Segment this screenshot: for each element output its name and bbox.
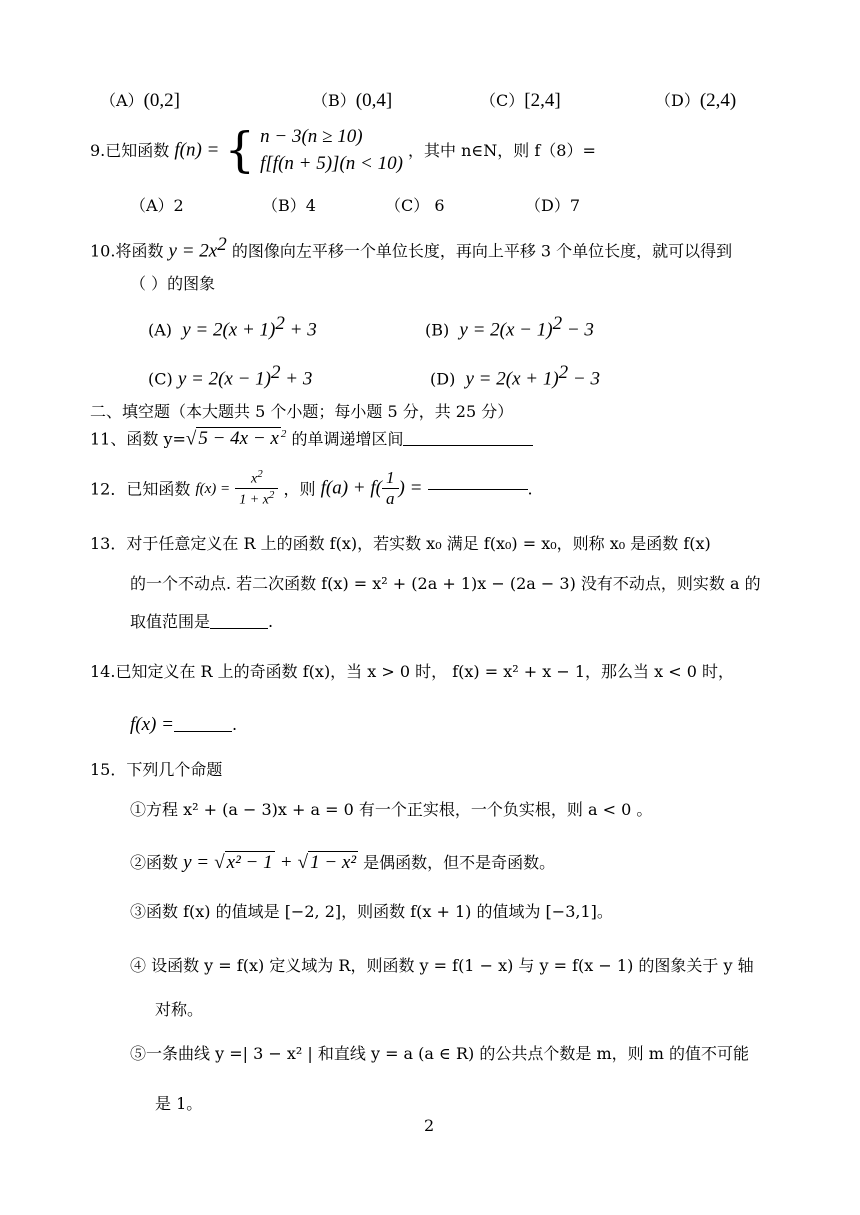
q8-option-b-value: (0,4] xyxy=(355,90,393,111)
q10-option-a-label: (A) xyxy=(148,320,173,340)
q10-option-b-tail: − 3 xyxy=(562,319,594,341)
q15-item-2 xyxy=(130,852,555,875)
q15-title: 15．下列几个命题 xyxy=(90,760,223,779)
q10-option-b xyxy=(425,313,594,342)
q9-suffix: ，其中 n∈N，则 f（8）= xyxy=(408,141,596,161)
q11-answer-blank xyxy=(403,444,533,446)
q11-suffix: 的单调递增区间 xyxy=(291,429,404,449)
q10-line1-b: 的图像向左平移一个单位长度，再向上平移 3 个单位长度，就可以得到 xyxy=(231,241,733,261)
q10-option-c-expr: y = 2(x − 1) xyxy=(177,368,271,390)
q9-option-c: （C） 6 xyxy=(385,196,445,215)
q9-prefix: 9.已知函数 xyxy=(90,141,170,161)
q8-option-d-value: (2,4) xyxy=(699,90,737,111)
q10-function: y = 2x xyxy=(168,240,218,262)
q10-option-c-tail: + 3 xyxy=(280,368,313,390)
q12-mid: ，则 xyxy=(283,479,316,499)
q8-option-c-value: [2,4] xyxy=(524,90,561,111)
q15-item-5-line-1: ⑤一条曲线 y =| 3 − x² | 和直线 y = a (a ∈ R) 的公共点个数是 m，则 m 的值不可能 xyxy=(130,1044,749,1063)
q10-option-c-label: (C) xyxy=(148,369,173,389)
q10-option-c-exp: 2 xyxy=(271,362,281,383)
q14-line-2 xyxy=(130,714,237,737)
q15-item-2-radicand-1: x² − 1 xyxy=(226,852,273,873)
q12-tail: . xyxy=(527,479,533,499)
q8-option-b xyxy=(312,90,392,113)
q15-item-1: ①方程 x² + (a − 3)x + a = 0 有一个正实根，一个负实根，则 a < 0 。 xyxy=(130,800,653,819)
q9-brace: { xyxy=(224,122,256,178)
q13-answer-blank xyxy=(210,627,268,629)
q8-option-b-label: （B） xyxy=(312,91,356,110)
q14-tail: . xyxy=(231,715,238,734)
q9-case-1: n − 3(n ≥ 10) xyxy=(260,126,363,148)
q10-option-b-expr: y = 2(x − 1) xyxy=(459,319,553,341)
q8-option-a-value: (0,2] xyxy=(143,90,180,111)
q10-option-d-tail: − 3 xyxy=(568,368,600,390)
q12-den-exp: 2 xyxy=(268,489,275,502)
q15-item-2-radicand-2: 1 − x² xyxy=(310,852,357,873)
q10-exponent: 2 xyxy=(217,234,227,255)
q11-prefix: 11、函数 y= xyxy=(90,429,186,449)
q11-exp: 2 xyxy=(280,428,287,440)
q15-item-4-line-1: ④ 设函数 y = f(x) 定义域为 R，则函数 y = f(1 − x) 与 y = f(x − 1) 的图象关于 y 轴 xyxy=(130,956,754,975)
q10-line1-a: 10.将函数 xyxy=(90,241,164,261)
q12-numerator: x xyxy=(250,471,258,487)
q8-options xyxy=(100,90,180,113)
q13-line-3-text: 取值范围是 xyxy=(130,612,211,631)
q10-option-d-expr: y = 2(x + 1) xyxy=(465,368,559,390)
q12-expr-a: f(a) + f( xyxy=(320,477,382,499)
q11-radicand: 5 − 4x − x xyxy=(198,428,279,450)
q12-denominator: 1 + x xyxy=(239,493,269,509)
q9-option-d: （D）7 xyxy=(525,196,581,215)
q13-line-2: 的一个不动点. 若二次函数 f(x) = x² + (2a + 1)x − (2a − 3) 没有不动点，则实数 a 的 xyxy=(130,574,761,593)
q15-item-2-sqrt-2: √ 1 − x² xyxy=(297,852,357,873)
q13-line-1: 13．对于任意定义在 R 上的函数 f(x)，若实数 x₀ 满足 f(x₀) = x₀，则称 x₀ 是函数 f(x) xyxy=(90,534,711,553)
q14-line-1: 14.已知定义在 R 上的奇函数 f(x)，当 x > 0 时， f(x) = x² + x − 1，那么当 x < 0 时， xyxy=(90,662,734,681)
q10-option-a-exp: 2 xyxy=(275,313,285,334)
section-2-heading: 二、填空题（本大题共 5 个小题；每小题 5 分，共 25 分） xyxy=(90,402,514,421)
q8-option-d xyxy=(655,90,736,113)
q15-item-3: ③函数 f(x) 的值域是 [−2, 2]，则函数 f(x + 1) 的值域为 [−3,1]。 xyxy=(130,902,613,921)
q8-option-c xyxy=(480,90,561,113)
question-12 xyxy=(90,468,533,510)
q14-line-2-fn: f(x) = xyxy=(130,714,174,735)
q12-answer-blank xyxy=(428,488,528,490)
q10-option-d xyxy=(430,362,600,391)
q12-num-exp: 2 xyxy=(257,468,263,480)
q15-item-5-line-2: 是 1。 xyxy=(155,1094,203,1113)
q9-piecewise xyxy=(260,124,403,177)
q13-line-3 xyxy=(130,612,273,631)
q10-option-c xyxy=(148,362,312,391)
q12-inner-num: 1 xyxy=(382,468,399,489)
q15-item-2-sqrt-1: √ x² − 1 xyxy=(214,852,273,873)
q12-inner-fraction xyxy=(382,468,399,510)
q8-option-d-label: （D） xyxy=(655,91,700,110)
q15-item-4-line-2: 对称。 xyxy=(155,1000,204,1019)
q11-sqrt: √ 5 − 4x − x $^2$ xyxy=(185,428,287,450)
q10-option-a-expr: y = 2(x + 1) xyxy=(182,319,276,341)
q9-option-a: （A）2 xyxy=(130,196,184,215)
q12-expr-b: ) = xyxy=(398,477,423,499)
q12-function: f(x) = xyxy=(195,480,231,497)
q13-tail: . xyxy=(268,612,274,631)
q10-option-a-tail: + 3 xyxy=(284,319,317,341)
q10-option-b-label: (B) xyxy=(425,320,450,340)
q10-option-b-exp: 2 xyxy=(552,313,563,334)
q9-function: f(n) = xyxy=(174,139,220,161)
question-9 xyxy=(90,122,596,180)
q8-option-a-label: （A） xyxy=(100,91,144,110)
q12-prefix: 12．已知函数 xyxy=(90,479,191,499)
q15-item-2-b: 是偶函数，但不是奇函数。 xyxy=(363,853,556,872)
q15-item-2-a: ②函数 xyxy=(130,853,179,872)
q12-inner-den: a xyxy=(386,489,395,509)
q15-item-2-plus: + xyxy=(279,852,293,873)
page-number: 2 xyxy=(424,1116,435,1135)
q10-line2: （ ）的图象 xyxy=(130,274,216,293)
q15-item-2-fn: y = xyxy=(183,852,210,873)
question-10 xyxy=(90,234,732,263)
q9-option-b: （B）4 xyxy=(262,196,316,215)
q12-fraction xyxy=(235,468,278,510)
q10-option-d-label: (D) xyxy=(430,369,456,389)
q10-option-d-exp: 2 xyxy=(558,362,569,383)
question-11 xyxy=(90,428,533,451)
q10-option-a xyxy=(148,313,317,342)
q14-answer-blank xyxy=(174,730,232,732)
q8-option-c-label: （C） xyxy=(480,91,525,110)
q9-case-2: f[f(n + 5)](n < 10) xyxy=(260,152,403,174)
